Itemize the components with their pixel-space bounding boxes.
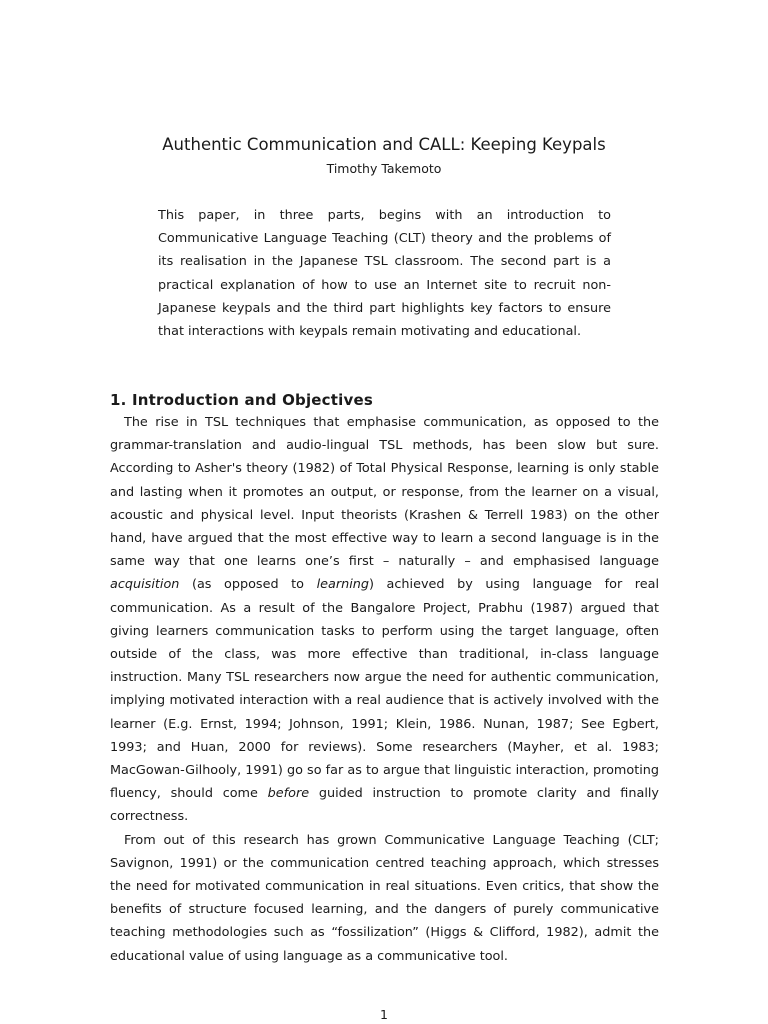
emphasis-before: before xyxy=(267,786,310,802)
emphasis-acquisition: acquisition xyxy=(110,577,180,593)
paragraph-1-text-b: (as opposed to xyxy=(179,577,317,593)
page-number: 1 xyxy=(380,1007,388,1022)
section-heading-introduction: 1. Introduction and Objectives xyxy=(110,391,373,409)
paper-title: Authentic Communication and CALL: Keeping Keypals xyxy=(162,135,606,154)
paragraph-1-text-d: guided instruction to promote clarity and finally correctness. xyxy=(110,786,659,825)
paper-abstract: This paper, in three parts, begins with an introduction to Communicative Language Teaching (CLT) theory and the problems of its realisation in the Japanese TSL classroom. The second part is a practical explanation of how to use an Internet site to recruit non-Japanese keypals and the third part highlights key factors to ensure that interactions with keypals remain motivating and educational. xyxy=(158,208,611,340)
body-paragraph-1 xyxy=(110,411,659,829)
paragraph-1-text-c: ) achieved by using language for real communication. As a result of the Bangalore Project, Prabhu (1987) argued that giving learners communication tasks to perform using the target language, often outside of the class, was more effective than traditional, in-class language instruction. Many TSL researchers now argue the need for authentic communication, implying motivated interaction with a real audience that is actively involved with the learner (E.g. Ernst, 1994; Johnson, 1991; Klein, 1986. Nunan, 1987; See Egbert, 1993; and Huan, 2000 for reviews). Some researchers (Mayher, et al. 1983; MacGowan-Gilhooly, 1991) go so far as to argue that linguistic interaction, promoting fluency, should come xyxy=(110,577,660,802)
body-paragraph-2: From out of this research has grown Communicative Language Teaching (CLT; Savignon, 1991) or the communication centred teaching approach, which stresses the need for motivated communication in real situations. Even critics, that show the benefits of structure focused learning, and the dangers of purely communicative teaching methodologies such as “fossilization” (Higgs & Clifford, 1982), admit the educational value of using language as a communicative tool. xyxy=(110,832,659,964)
paragraph-1-text-a: The rise in TSL techniques that emphasise communication, as opposed to the grammar-translation and audio-lingual TSL methods, has been slow but sure. According to Asher's theory (1982) of Total Physical Response, learning is only stable and lasting when it promotes an output, or response, from the learner on a visual, acoustic and physical level. Input theorists (Krashen & Terrell 1983) on the other hand, have argued that the most effective way to learn a second language is in the same way that one learns one’s first – naturally – and emphasised language xyxy=(110,415,659,570)
emphasis-learning: learning xyxy=(316,577,369,593)
paper-author: Timothy Takemoto xyxy=(326,161,442,176)
section-body xyxy=(110,411,659,968)
